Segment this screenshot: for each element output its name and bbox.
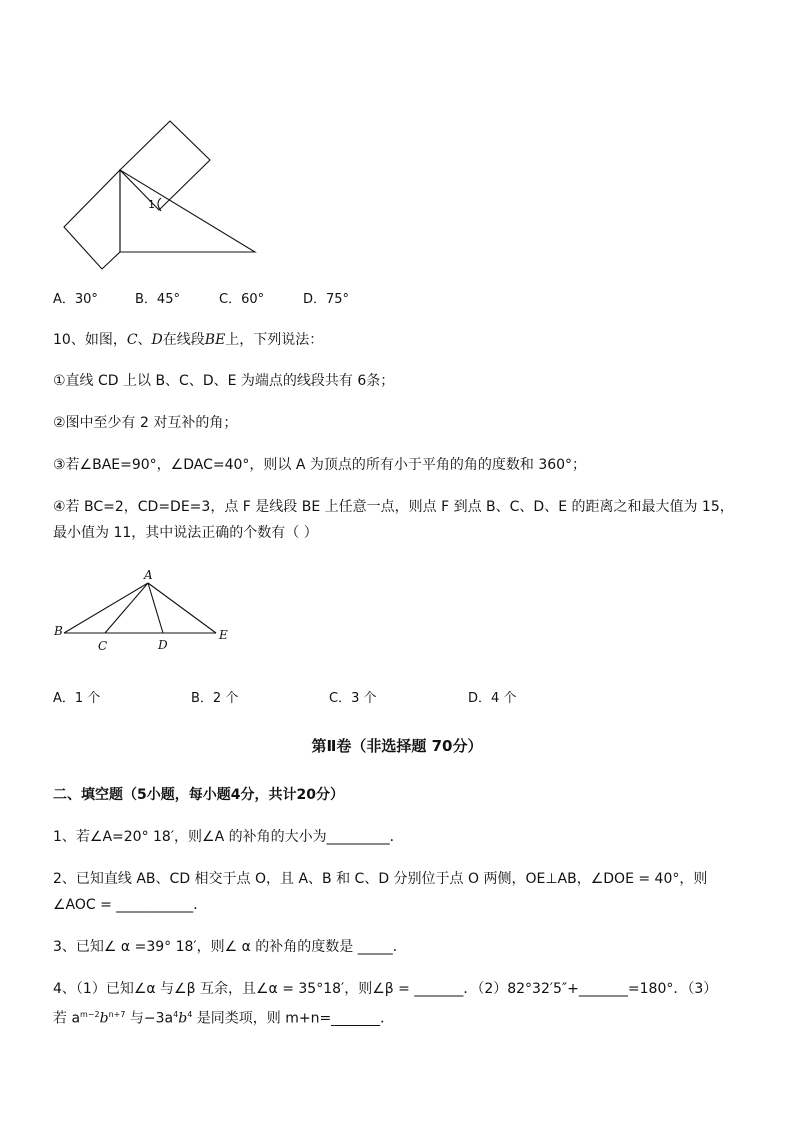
q10-statement-3: ③若∠BAE=90°，∠DAC=40°，则以 A 为顶点的所有小于平角的角的度数和 360°；: [53, 457, 587, 473]
q10-stem-text: 10、如图，: [53, 332, 127, 348]
segment-ae: [148, 583, 216, 633]
q10-option-b[interactable]: B．2 个: [191, 691, 239, 706]
q10-stem-post: 上，下列说法：: [225, 332, 324, 348]
fill-q4-pre: 若 a: [53, 1010, 81, 1027]
exp-2: n+7: [108, 1010, 126, 1019]
var-b-1: b: [99, 1010, 109, 1027]
upper-square: [120, 121, 210, 210]
q10-option-d[interactable]: D．4 个: [468, 691, 517, 706]
q10-var-d: D: [151, 332, 163, 348]
q9-option-d[interactable]: D．75°: [303, 292, 350, 307]
q10-statement-4: ④若 BC=2，CD=DE=3，点 F 是线段 BE 上任意一点，则点 F 到点 B、C、D、E 的距离之和最大值为 15，: [53, 499, 734, 515]
q9-option-a[interactable]: A．30°: [53, 292, 98, 307]
left-square: [64, 170, 120, 269]
figure-segment-be: [50, 565, 240, 660]
point-d-label: D: [158, 638, 168, 652]
q10-option-a[interactable]: A．1 个: [53, 691, 101, 706]
angle-1-label: 1: [148, 198, 155, 211]
exp-3: 4: [173, 1010, 179, 1019]
point-a-label: A: [144, 568, 153, 582]
part2-heading: 二、填空题（5小题，每小题4分，共计20分）: [53, 787, 344, 803]
q10-stem: [53, 330, 323, 350]
q10-statement-1: ①直线 CD 上以 B、C、D、E 为端点的线段共有 6条；: [53, 373, 395, 389]
segment-ad: [148, 583, 163, 633]
q10-statement-2: ②图中至少有 2 对互补的角；: [53, 415, 238, 431]
fill-q2-cont: ∠AOC = ___________．: [53, 897, 208, 913]
q9-option-b[interactable]: B．45°: [135, 292, 180, 307]
var-b-2: b: [178, 1010, 188, 1027]
fill-q4: 4、（1）已知∠α 与∠β 互余，且∠α = 35°18′，则∠β = _______．（2）82°32′5″+_______=180°．（3）: [53, 981, 718, 997]
fill-q4-cont: [53, 1005, 394, 1029]
fill-q1: 1、若∠A=20° 18′，则∠A 的补角的大小为_________．: [53, 829, 404, 845]
section-title: 第Ⅱ卷（非选择题 70分）: [311, 737, 483, 755]
q9-option-c[interactable]: C．60°: [219, 292, 265, 307]
q10-stem-mid: 在线段: [162, 332, 205, 348]
q10-var-c: C: [126, 332, 138, 348]
q10-sep: 、: [137, 332, 152, 348]
q10-option-c[interactable]: C．3 个: [329, 691, 377, 706]
exp-1: m−2: [80, 1010, 100, 1019]
fill-q4-post: 是同类项，则 m+n=_______．: [192, 1010, 395, 1027]
point-b-label: B: [54, 624, 63, 638]
fill-q3: 3、已知∠ α =39° 18′，则∠ α 的补角的度数是 _____．: [53, 939, 407, 955]
fill-q2: 2、已知直线 AB、CD 相交于点 O，且 A、B 和 C、D 分别位于点 O 两侧，OE⊥AB，∠DOE = 40°，则: [53, 871, 708, 887]
point-c-label: C: [98, 639, 108, 653]
point-e-label: E: [219, 628, 228, 642]
fill-q4-mid: 与−3a: [125, 1010, 174, 1027]
segment-ab: [64, 583, 148, 633]
segment-ac: [105, 583, 148, 633]
q10-var-be: BE: [204, 332, 226, 348]
figure-squares-triangle: [55, 115, 265, 275]
q10-statement-4-cont: 最小值为 11，其中说法正确的个数有（ ）: [53, 525, 318, 541]
exp-4: 4: [187, 1010, 193, 1019]
